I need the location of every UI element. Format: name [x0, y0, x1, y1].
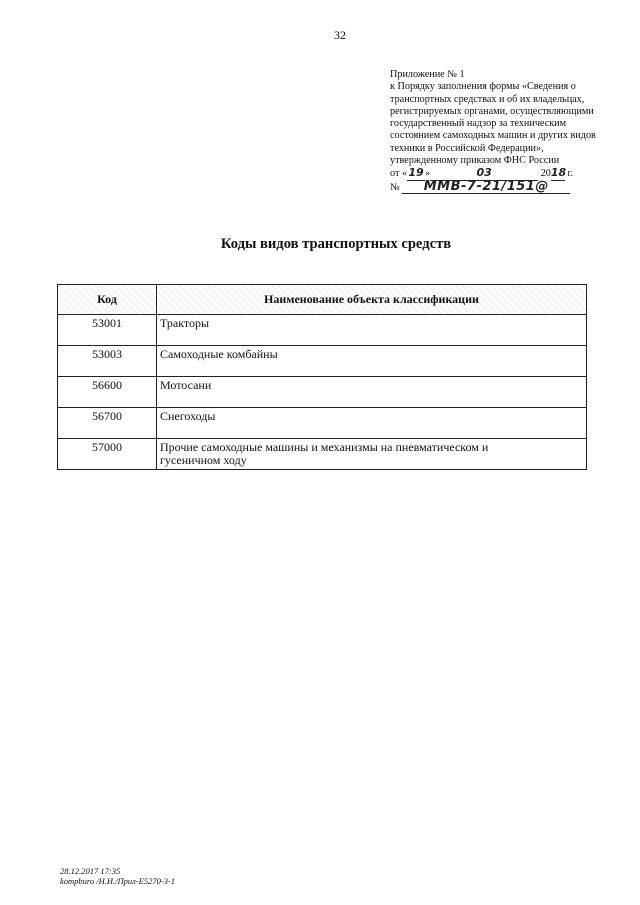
row-code: 53003: [58, 346, 157, 377]
row-name: Прочие самоходные машины и механизмы на пневматическом и гусеничном ходу: [157, 439, 587, 470]
row-code: 57000: [58, 439, 157, 470]
row-code: 53001: [58, 315, 157, 346]
date-year-prefix: 20: [540, 168, 551, 180]
print-footer: [60, 866, 175, 886]
date-year: 18: [550, 166, 567, 180]
table-header-row: [58, 285, 587, 315]
codes-table: [57, 284, 587, 470]
appendix-block: [390, 69, 620, 194]
table-row: [58, 439, 587, 470]
number-prefix: №: [390, 181, 400, 193]
date-prefix: от «: [390, 168, 408, 180]
appendix-line: техники в Российской Федерации»,: [390, 142, 544, 154]
appendix-line: состоянием самоходных машин и других видов: [390, 130, 596, 142]
appendix-line: утвержденному приказом ФНС России: [390, 155, 560, 167]
table-row: [58, 408, 587, 439]
date-mid: »: [425, 168, 431, 180]
row-name: Снегоходы: [157, 408, 587, 439]
number-value: ММВ-7-21/151@: [402, 181, 570, 194]
date-month: 03: [430, 167, 538, 180]
header-code: Код: [58, 285, 157, 315]
page-number: 32: [334, 28, 346, 42]
appendix-line: транспортных средствах и об их владельцах,: [390, 93, 585, 105]
order-number: [390, 178, 620, 194]
table-row: [58, 346, 587, 377]
date-suffix: г.: [567, 168, 574, 180]
appendix-line: регистрируемых органами, осуществляющими: [390, 105, 594, 117]
table-row: [58, 377, 587, 408]
date-day: 19: [408, 166, 424, 180]
header-name: Наименование объекта классификации: [157, 285, 587, 315]
appendix-line: государственный надзор за техническим: [390, 118, 567, 130]
appendix-line: к Порядку заполнения формы «Сведения о: [390, 81, 576, 93]
appendix-line: Приложение № 1: [390, 69, 465, 80]
footer-file-path: kompburo /Н.И./Прил-Е5270-3-1: [60, 876, 176, 886]
table-row: [58, 315, 587, 346]
document-title: Коды видов транспортных средств: [220, 236, 452, 252]
row-code: 56600: [58, 377, 157, 408]
row-name: Тракторы: [157, 315, 587, 346]
row-name: Мотосани: [157, 377, 587, 408]
footer-timestamp: 28.12.2017 17:35: [60, 866, 121, 876]
row-code: 56700: [58, 408, 157, 439]
row-name: Самоходные комбайны: [157, 346, 587, 377]
